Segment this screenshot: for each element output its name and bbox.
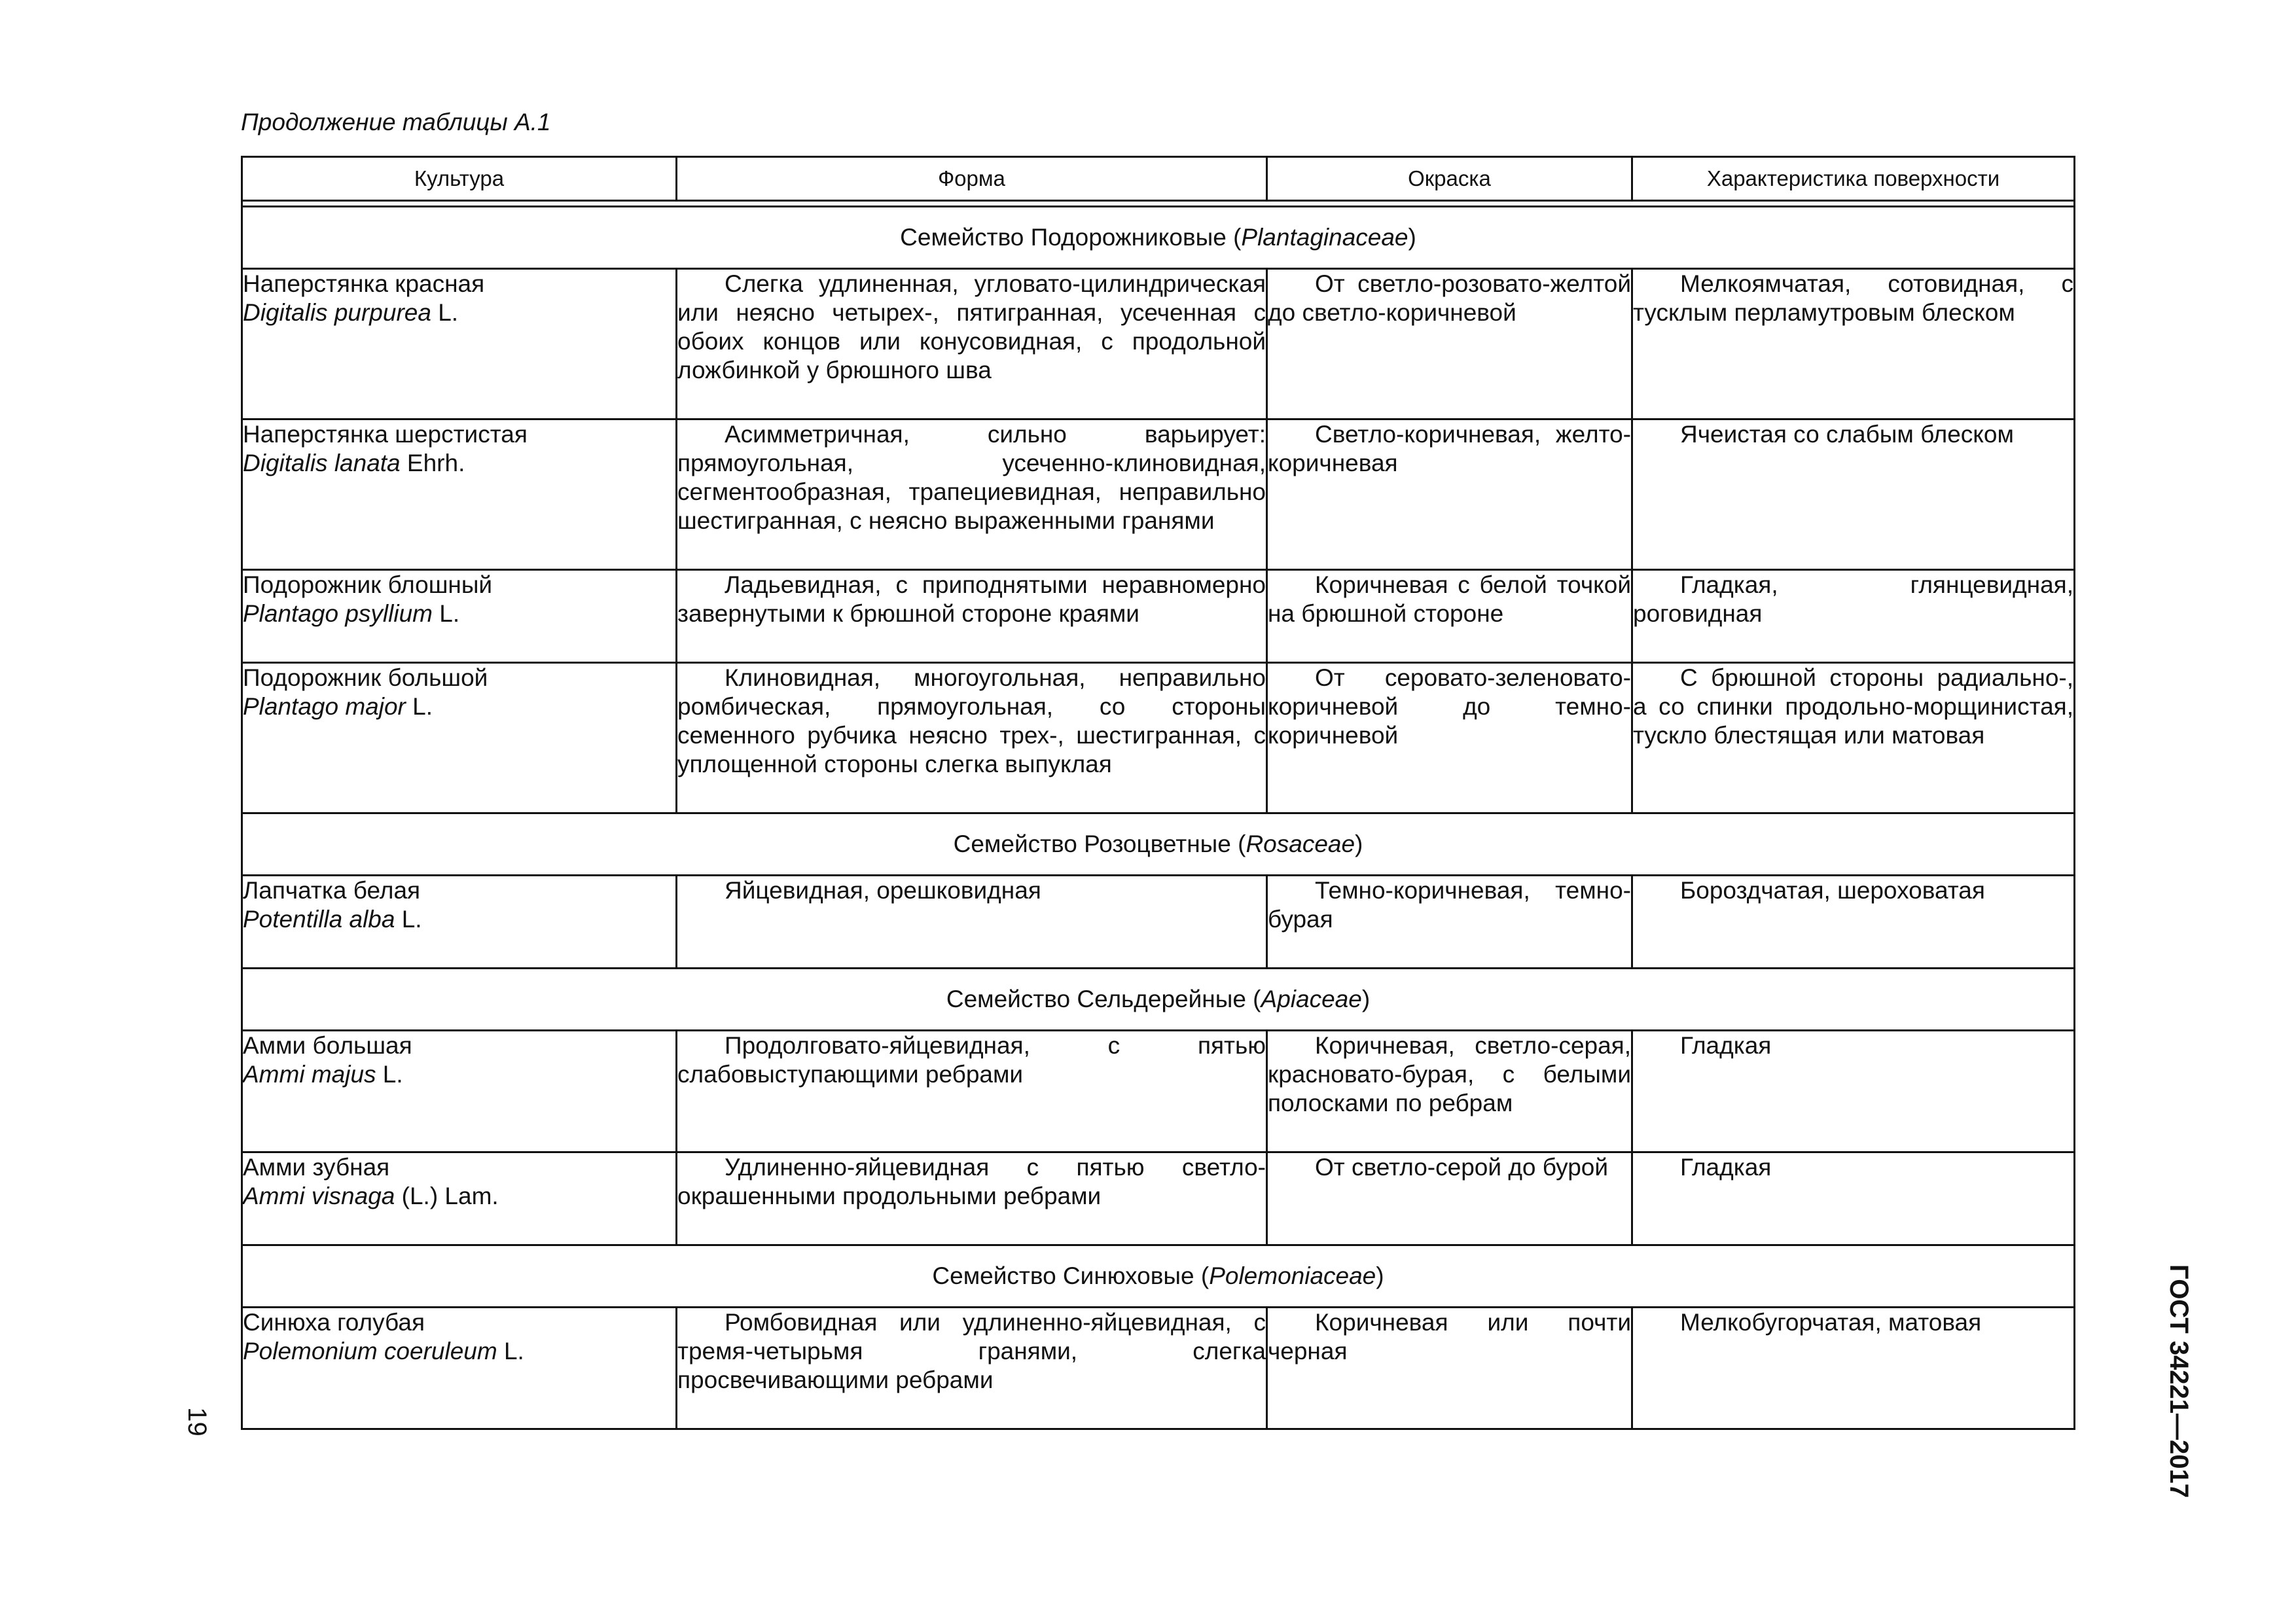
family-row [242, 813, 2075, 876]
color-cell: От серовато-зеленовато-коричневой до темно-коричневой [1267, 663, 1632, 813]
table-row [242, 570, 2075, 663]
surface-cell: С брюшной стороны радиально-, а со спинки продольно-морщинистая, тускло блестящая или матовая [1632, 663, 2075, 813]
page-number: 19 [182, 1407, 211, 1436]
form-cell: Яйцевидная, орешковидная [677, 876, 1267, 969]
culture-cell: Синюха голубая Polemonium coeruleum L. [242, 1308, 677, 1429]
family-title: Семейство Сельдерейные (Apiaceae) [242, 969, 2075, 1031]
family-title: Семейство Подорожниковые (Plantaginaceae) [242, 207, 2075, 269]
culture-cell: Наперстянка шерстистая Digitalis lanata Ehrh. [242, 419, 677, 570]
form-cell: Клиновидная, многоугольная, неправильно ромбическая, прямоугольная, со стороны семенного рубчика неясно трех-, шестигранная, с уплощенной стороны слегка выпуклая [677, 663, 1267, 813]
form-cell: Продолговато-яйцевидная, с пятью слабовыступающими ребрами [677, 1031, 1267, 1152]
color-cell: Коричневая с белой точкой на брюшной стороне [1267, 570, 1632, 663]
color-cell: Коричневая или почти черная [1267, 1308, 1632, 1429]
form-cell: Асимметричная, сильно варьирует: прямоугольная, усеченно-клиновидная, сегментообразная, трапециевидная, неправильно шестигранная, с неясно выраженными гранями [677, 419, 1267, 570]
color-cell: От светло-розовато-желтой до светло-коричневой [1267, 269, 1632, 419]
seed-table [241, 156, 2075, 1430]
document-code: ГОСТ 34221—2017 [2164, 1264, 2193, 1498]
color-cell: От светло-серой до бурой [1267, 1152, 1632, 1245]
surface-cell: Гладкая [1632, 1152, 2075, 1245]
table-row [242, 1308, 2075, 1429]
culture-cell: Подорожник большой Plantago major L. [242, 663, 677, 813]
table-header-row [242, 157, 2075, 201]
family-title: Семейство Розоцветные (Rosaceae) [242, 813, 2075, 876]
header-separator [242, 201, 2075, 207]
culture-cell: Подорожник блошный Plantago psyllium L. [242, 570, 677, 663]
surface-cell: Гладкая, глянцевидная, роговидная [1632, 570, 2075, 663]
culture-cell: Амми зубная Ammi visnaga (L.) Lam. [242, 1152, 677, 1245]
table-row [242, 269, 2075, 419]
family-row [242, 207, 2075, 269]
culture-cell: Наперстянка красная Digitalis purpurea L. [242, 269, 677, 419]
header-form: Форма [677, 157, 1267, 201]
surface-cell: Мелкоямчатая, сотовидная, с тусклым перламутровым блеском [1632, 269, 2075, 419]
color-cell: Темно-коричневая, темно-бурая [1267, 876, 1632, 969]
color-cell: Светло-коричневая, желто-коричневая [1267, 419, 1632, 570]
table-row [242, 663, 2075, 813]
header-surface: Характеристика поверхности [1632, 157, 2075, 201]
header-color: Окраска [1267, 157, 1632, 201]
family-row [242, 1245, 2075, 1308]
header-culture: Культура [242, 157, 677, 201]
culture-cell: Лапчатка белая Potentilla alba L. [242, 876, 677, 969]
surface-cell: Гладкая [1632, 1031, 2075, 1152]
form-cell: Ромбовидная или удлиненно-яйцевидная, с тремя-четырьмя гранями, слегка просвечивающими ребрами [677, 1308, 1267, 1429]
form-cell: Слегка удлиненная, угловато-цилиндрическая или неясно четырех-, пятигранная, усеченная с обоих концов или конусовидная, с продольной ложбинкой у брюшного шва [677, 269, 1267, 419]
table-row [242, 419, 2075, 570]
surface-cell: Бороздчатая, шероховатая [1632, 876, 2075, 969]
form-cell: Ладьевидная, с приподнятыми неравномерно завернутыми к брюшной стороне краями [677, 570, 1267, 663]
surface-cell: Ячеистая со слабым блеском [1632, 419, 2075, 570]
surface-cell: Мелкобугорчатая, матовая [1632, 1308, 2075, 1429]
form-cell: Удлиненно-яйцевидная с пятью светло-окрашенными продольными ребрами [677, 1152, 1267, 1245]
table-row [242, 1031, 2075, 1152]
color-cell: Коричневая, светло-серая, красновато-бурая, с белыми полосками по ребрам [1267, 1031, 1632, 1152]
table-row [242, 1152, 2075, 1245]
table-row [242, 876, 2075, 969]
table-caption: Продолжение таблицы А.1 [241, 109, 551, 135]
family-title: Семейство Синюховые (Polemoniaceae) [242, 1245, 2075, 1308]
family-row [242, 969, 2075, 1031]
culture-cell: Амми большая Ammi majus L. [242, 1031, 677, 1152]
